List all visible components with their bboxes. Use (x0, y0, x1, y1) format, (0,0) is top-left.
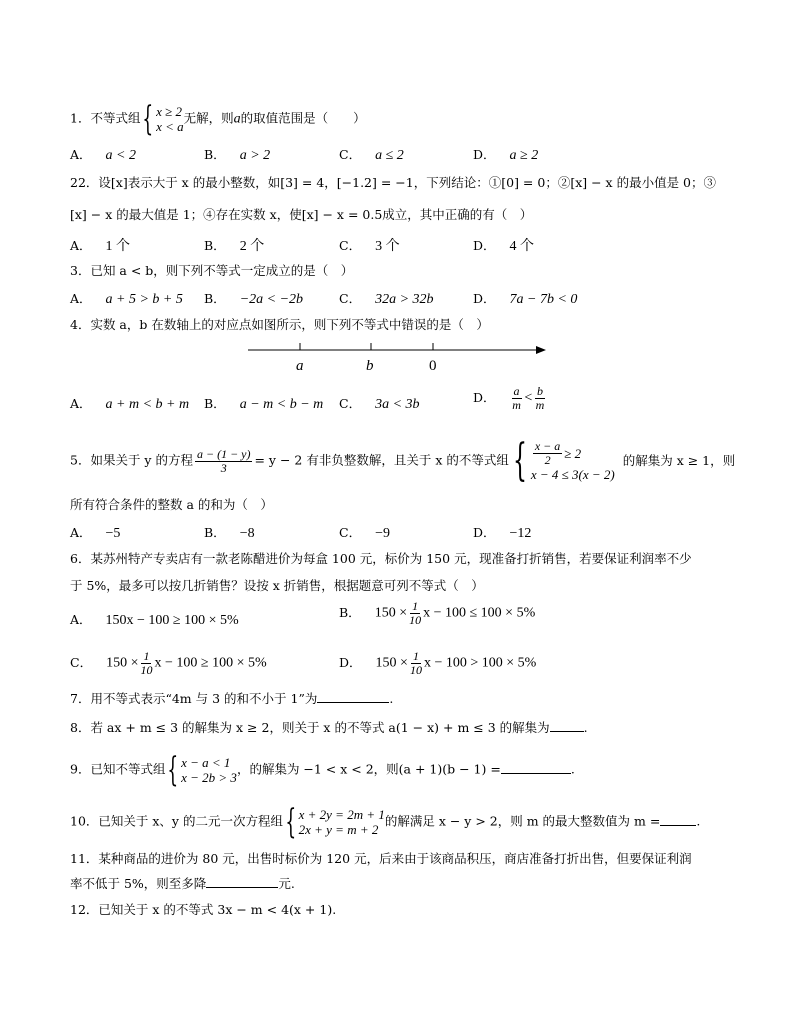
q6-option-a[interactable]: A． 150x − 100 ≥ 100 × 5% (70, 612, 239, 628)
question-1-stem (70, 99, 366, 139)
q4-option-a[interactable]: A． a + m < b + m (70, 396, 190, 412)
q5-system: { $\frac{x - a}{2}$ ≥ 2 x − 4 ≤ 3(x − 2) (512, 435, 615, 486)
question-9-stem: 9．已知不等式组 { x − a < 1 x − 2b > 3 ，的解集为 −1 < x < 2，则(a + 1)(b − 1) = . (70, 750, 575, 790)
question-4-stem: 4．实数 a，b 在数轴上的对应点如图所示，则下列不等式中错误的是（ ） (70, 317, 489, 332)
question-5-stem: 5．如果关于 y 的方程 $\frac{a - (1 - y)}{3}$ = y − 2 有非负整数解，且关于 x 的不等式组 { $\frac{x - a}{2}$ ≥ 2 x − 4 ≤ 3(x − 2) 的解集为 x ≥ 1，则 (70, 435, 736, 486)
arrow-icon (536, 346, 546, 354)
q1-sys-line2: x < a (156, 119, 184, 134)
q5-option-b[interactable]: B． −8 (204, 525, 255, 541)
q5-option-a[interactable]: A． −5 (70, 525, 121, 541)
q1-option-d[interactable]: D． a ≥ 2 (473, 147, 539, 163)
axis-label-0: 0 (429, 358, 437, 374)
q9-system: { x − a < 1 x − 2b > 3 (167, 750, 237, 790)
brace-icon: { (142, 99, 154, 139)
answer-blank-10[interactable] (660, 825, 696, 826)
q1-var: a (233, 111, 241, 127)
q1-option-c[interactable]: C． a ≤ 2 (339, 147, 404, 163)
q1-text-c: 的取值范围是（ ） (240, 110, 366, 126)
q5-option-d[interactable]: D． −12 (473, 525, 532, 541)
answer-blank-11[interactable] (206, 887, 278, 888)
q1-option-b[interactable]: B． a > 2 (204, 147, 271, 163)
question-11-line1: 11．某种商品的进价为 80 元，出售时标价为 120 元，后来由于该商品积压，商店准备打折出售，但要保证利润 (70, 851, 692, 866)
answer-blank-8[interactable] (550, 731, 584, 732)
q6-option-c[interactable]: C． 150 × $\frac{1}{10}$ x − 100 ≥ 100 × 5% (70, 649, 267, 677)
question-6-line2: 于 5%，最多可以按几折销售？设按 x 折销售，根据题意可列不等式（ ） (70, 578, 484, 593)
q5-option-c[interactable]: C． −9 (339, 525, 390, 541)
q22-option-c[interactable]: C． 3 个 (339, 238, 400, 254)
q22-option-a[interactable]: A． 1 个 (70, 238, 131, 254)
q10-system: { x + 2y = 2m + 1 2x + y = m + 2 (285, 802, 385, 842)
brace-icon: { (512, 435, 527, 486)
q1-sys-line1: x ≥ 2 (156, 104, 182, 119)
axis-label-b: b (366, 358, 374, 374)
question-10-stem: 10．已知关于 x、y 的二元一次方程组 { x + 2y = 2m + 1 2x + y = m + 2 的解满足 x − y > 2，则 m 的最大整数值为 m = . (70, 802, 701, 842)
question-5-line2: 所有符合条件的整数 a 的和为（ ） (70, 497, 273, 512)
question-8-stem: 8．若 ax + m ≤ 3 的解集为 x ≥ 2，则关于 x 的不等式 a(1 − x) + m ≤ 3 的解集为 . (70, 720, 588, 735)
q1-option-a[interactable]: A． a < 2 (70, 147, 136, 163)
q1-text: 1．不等式组 (70, 110, 141, 126)
question-11-line2: 率不低于 5%，则至多降 元. (70, 876, 295, 891)
q4-option-d[interactable]: D． $\frac{a}{m}$ < $\frac{b}{m}$ (473, 384, 545, 412)
question-3-stem: 3．已知 a < b，则下列不等式一定成立的是（ ） (70, 263, 354, 278)
question-6-line1: 6．某苏州特产专卖店有一款老陈醋进价为每盒 100 元，标价为 150 元，现准备打折销售，若要保证利润率不少 (70, 551, 692, 566)
q1-text-b: 无解，则 (183, 110, 234, 126)
q3-option-b[interactable]: B． −2a < −2b (204, 291, 304, 307)
question-7-stem: 7．用不等式表示“4m 与 3 的和不小于 1”为 . (70, 691, 394, 706)
q22-option-d[interactable]: D． 4 个 (473, 238, 535, 254)
brace-icon: { (167, 750, 179, 790)
answer-blank-9[interactable] (501, 773, 571, 774)
q6-option-d[interactable]: D． 150 × $\frac{1}{10}$ x − 100 > 100 × 5% (339, 649, 537, 677)
q3-option-d[interactable]: D． 7a − 7b < 0 (473, 291, 578, 307)
question-22-line2: [x] − x 的最大值是 1；④存在实数 x，使[x] − x = 0.5成立，其中正确的有（ ） (70, 207, 533, 222)
q4-option-b[interactable]: B． a − m < b − m (204, 396, 324, 412)
question-12-stem: 12．已知关于 x 的不等式 3x − m < 4(x + 1). (70, 902, 337, 917)
number-line-figure (240, 338, 550, 378)
question-22-line1: 22．设[x]表示大于 x 的最小整数，如[3] = 4，[−1.2] = −1，下列结论：①[0] = 0；②[x] − x 的最小值是 0；③ (70, 175, 716, 190)
q1-system (140, 99, 184, 139)
q3-option-c[interactable]: C． 32a > 32b (339, 291, 434, 307)
q3-option-a[interactable]: A． a + 5 > b + 5 (70, 291, 183, 307)
answer-blank-7[interactable] (317, 702, 389, 703)
q6-option-b[interactable]: B． 150 × $\frac{1}{10}$ x − 100 ≤ 100 × 5% (339, 599, 536, 627)
brace-icon: { (285, 802, 297, 842)
axis-label-a: a (296, 358, 304, 374)
q4-option-c[interactable]: C． 3a < 3b (339, 396, 420, 412)
q22-option-b[interactable]: B． 2 个 (204, 238, 265, 254)
